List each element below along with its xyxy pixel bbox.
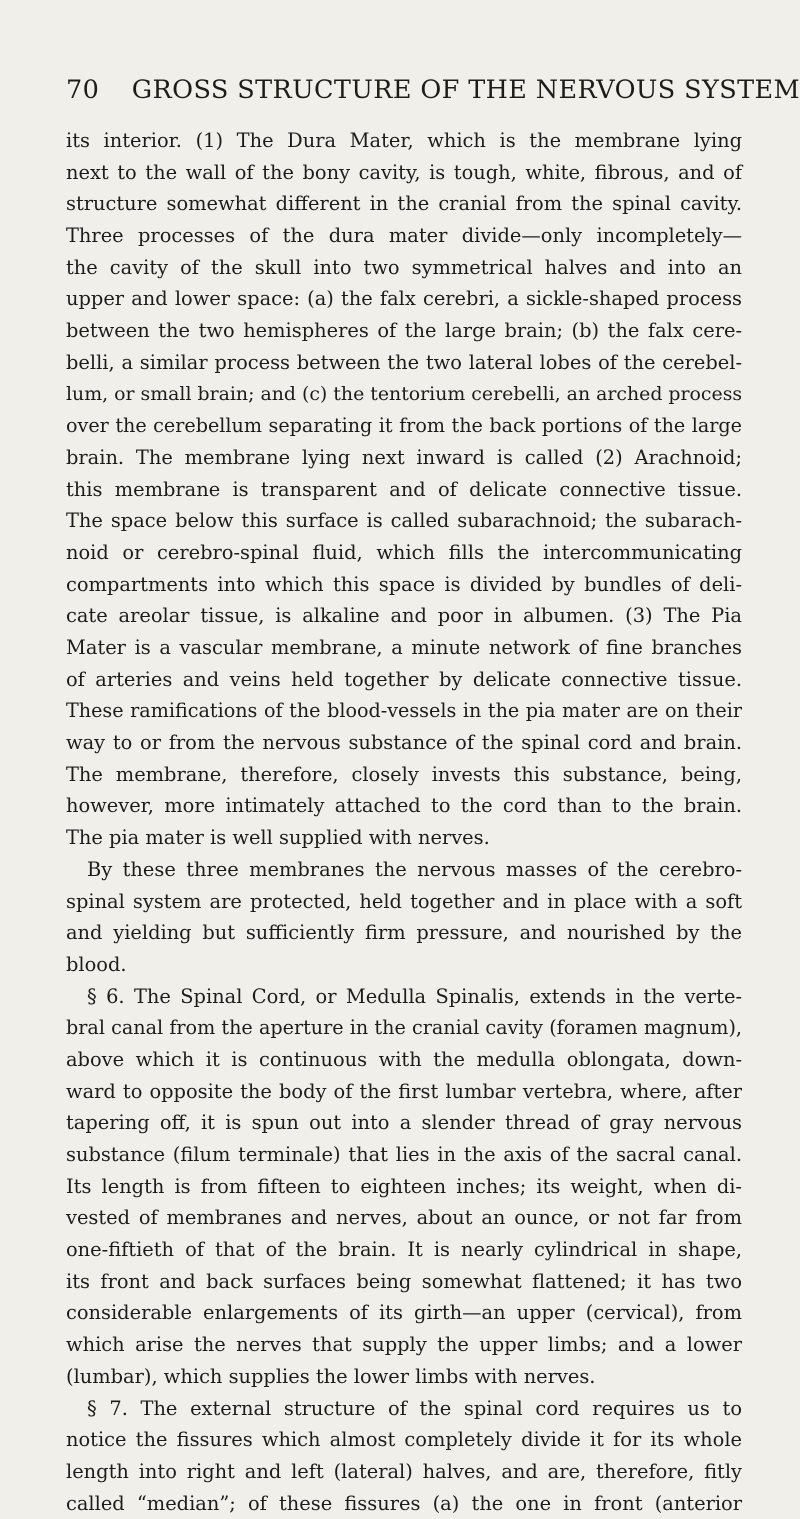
text-line: lum, or small brain; and (c) the tentorium cerebelli, an arched process [66,382,743,405]
text-line: of arteries and veins held together by delicate connective tissue. [66,667,742,691]
text-line: noid or cerebro-spinal fluid, which fills the intercommunicating [66,540,742,564]
text-line: By these three membranes the nervous masses of the cerebro- [87,857,742,881]
text-line: one-fiftieth of that of the brain. It is nearly cylindrical in shape, [66,1238,742,1262]
text-line: however, more intimately attached to the cord than to the brain. [66,794,742,818]
text-line: upper and lower space: (a) the falx cerebri, a sickle-shaped process [66,287,742,311]
text-line: bral canal from the aperture in the cranial cavity (foramen magnum), [66,1016,742,1040]
text-line: These ramifications of the blood-vessels in the pia mater are on their [66,699,742,723]
text-line: its interior. (1) The Dura Mater, which is the membrane lying [66,129,742,152]
text-line: above which it is continuous with the medulla oblongata, down- [66,1047,742,1071]
text-line: notice the fissures which almost completely divide it for its whole [66,1428,742,1452]
text-line: (lumbar), which supplies the lower limbs with nerves. [66,1364,596,1388]
text-line: Mater is a vascular membrane, a minute network of fine branches [66,636,742,659]
text-line: vested of membranes and nerves, about an ounce, or not far from [66,1206,742,1230]
text-line: belli, a similar process between the two lateral lobes of the cerebel- [66,350,742,374]
text-line: § 7. The external structure of the spinal cord requires us to [87,1396,742,1420]
text-line: Three processes of the dura mater divide—only incompletely— [66,224,742,248]
text-line: its front and back surfaces being somewhat flattened; it has two [66,1269,742,1293]
text-line: the cavity of the skull into two symmetrical halves and into an [66,255,742,279]
text-line: over the cerebellum separating it from the back portions of the large [66,414,742,438]
text-line: The membrane, therefore, closely invests this substance, being, [66,762,742,786]
page-number: 70 [66,75,100,105]
text-line: way to or from the nervous substance of the spinal cord and brain. [66,731,742,755]
text-line: brain. The membrane lying next inward is called (2) Arachnoid; [66,445,742,469]
running-title: GROSS STRUCTURE OF THE NERVOUS SYSTEM [131,75,800,105]
text-line: spinal system are protected, held together and in place with a soft [66,889,742,913]
text-line: The pia mater is well supplied with nerves. [66,826,490,850]
text-line: considerable enlargements of its girth—an upper (cervical), from [66,1301,742,1325]
text-line: tapering off, it is spun out into a slender thread of gray nervous [66,1111,742,1135]
text-line: substance (filum terminale) that lies in the axis of the sacral canal. [66,1143,742,1166]
text-line: and yielding but sufficiently firm pressure, and nourished by the [66,921,742,945]
text-line: ward to opposite the body of the first lumbar vertebra, where, after [66,1079,742,1103]
text-line: cate areolar tissue, is alkaline and poor in albumen. (3) The Pia [66,604,742,628]
text-line: called “median”; of these fissures (a) the one in front (anterior [66,1491,742,1515]
text-line: structure somewhat different in the cranial from the spinal cavity. [66,192,742,216]
text-line: between the two hemispheres of the large brain; (b) the falx cere- [66,319,742,343]
body-text [66,125,742,1519]
text-line: The space below this surface is called subarachnoid; the subarach- [66,509,742,533]
page-header [66,75,800,105]
text-line: Its length is from fifteen to eighteen inches; its weight, when di- [66,1174,742,1198]
text-line: length into right and left (lateral) halves, and are, therefore, fitly [66,1459,742,1483]
text-line: this membrane is transparent and of delicate connective tissue. [66,477,742,501]
text-line: § 6. The Spinal Cord, or Medulla Spinalis, extends in the verte- [87,984,742,1008]
text-line: compartments into which this space is divided by bundles of deli- [66,572,742,596]
text-line: which arise the nerves that supply the upper limbs; and a lower [66,1333,742,1357]
text-line: blood. [66,952,127,976]
text-line: next to the wall of the bony cavity, is tough, white, fibrous, and of [66,160,742,184]
